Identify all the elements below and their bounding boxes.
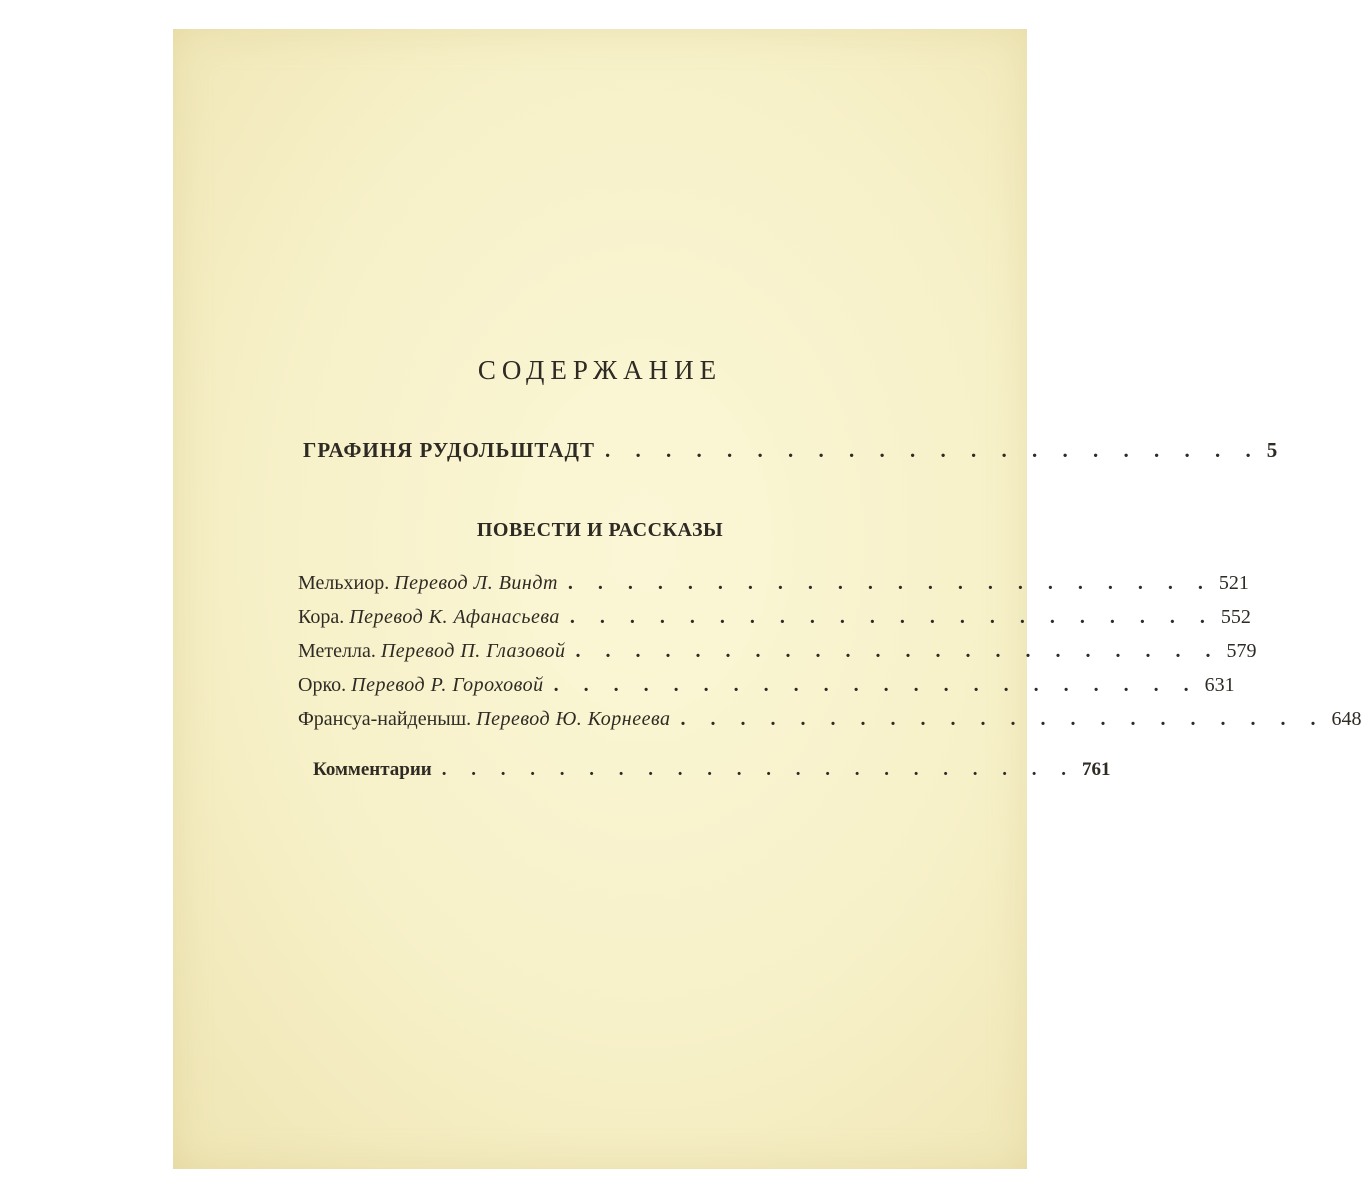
dot-leader: . . . . . . . . . . . . . . . . . . . . . . bbox=[680, 708, 1326, 730]
toc-comments-entry bbox=[313, 759, 1111, 789]
toc-entry-page: 648 bbox=[1331, 708, 1362, 730]
dot-leader: . . . . . . . . . . . . . . . . . . . . . . bbox=[553, 674, 1199, 696]
toc-comments-title: Комментарии bbox=[313, 759, 432, 780]
toc-entry-title: Франсуа-найденыш. bbox=[298, 708, 472, 730]
toc-entry-page: 579 bbox=[1226, 640, 1257, 662]
toc-main-entry-page: 5 bbox=[1266, 438, 1279, 462]
toc-entry-translator: Перевод Ю. Корнеева bbox=[476, 708, 671, 730]
toc-entry-page: 552 bbox=[1220, 606, 1251, 628]
toc-comments-page: 761 bbox=[1082, 759, 1111, 780]
dot-leader: . . . . . . . . . . . . . . . . . . . . . . bbox=[569, 606, 1215, 628]
toc-entry-translator: Перевод К. Афанасьева bbox=[349, 606, 560, 628]
dot-leader: . . . . . . . . . . . . . . . . . . . . . . bbox=[604, 438, 1261, 462]
dot-leader: . . . . . . . . . . . . . . . . . . . . . . bbox=[567, 572, 1213, 594]
toc-entry-page: 521 bbox=[1218, 572, 1249, 594]
toc-entry-title: Метелла. bbox=[298, 640, 376, 662]
toc-entry-title: Кора. bbox=[298, 606, 345, 628]
toc-entry-title: Орко. bbox=[298, 674, 347, 696]
dot-leader: . . . . . . . . . . . . . . . . . . . . . . bbox=[575, 640, 1221, 662]
toc-entry-translator: Перевод П. Глазовой bbox=[380, 640, 566, 662]
page-title: СОДЕРЖАНИЕ bbox=[477, 355, 723, 385]
toc-entry bbox=[298, 572, 1249, 602]
toc-entry-translator: Перевод Р. Гороховой bbox=[351, 674, 544, 696]
toc-main-entry-title: ГРАФИНЯ РУДОЛЬШТАДТ bbox=[303, 438, 595, 462]
toc-entry bbox=[298, 640, 1257, 670]
toc-entry-title: Мельхиор. bbox=[298, 572, 390, 594]
toc-entry-page: 631 bbox=[1204, 674, 1235, 696]
section-heading: ПОВЕСТИ И РАССКАЗЫ bbox=[476, 519, 724, 541]
dot-leader: . . . . . . . . . . . . . . . . . . . . . . bbox=[441, 759, 1077, 780]
toc-entry bbox=[298, 674, 1235, 704]
toc-entry bbox=[298, 708, 1362, 738]
toc-main-entry bbox=[303, 438, 1279, 472]
book-page bbox=[173, 29, 1362, 1169]
toc-entry-translator: Перевод Л. Виндт bbox=[394, 572, 558, 594]
toc-entry bbox=[298, 606, 1251, 636]
